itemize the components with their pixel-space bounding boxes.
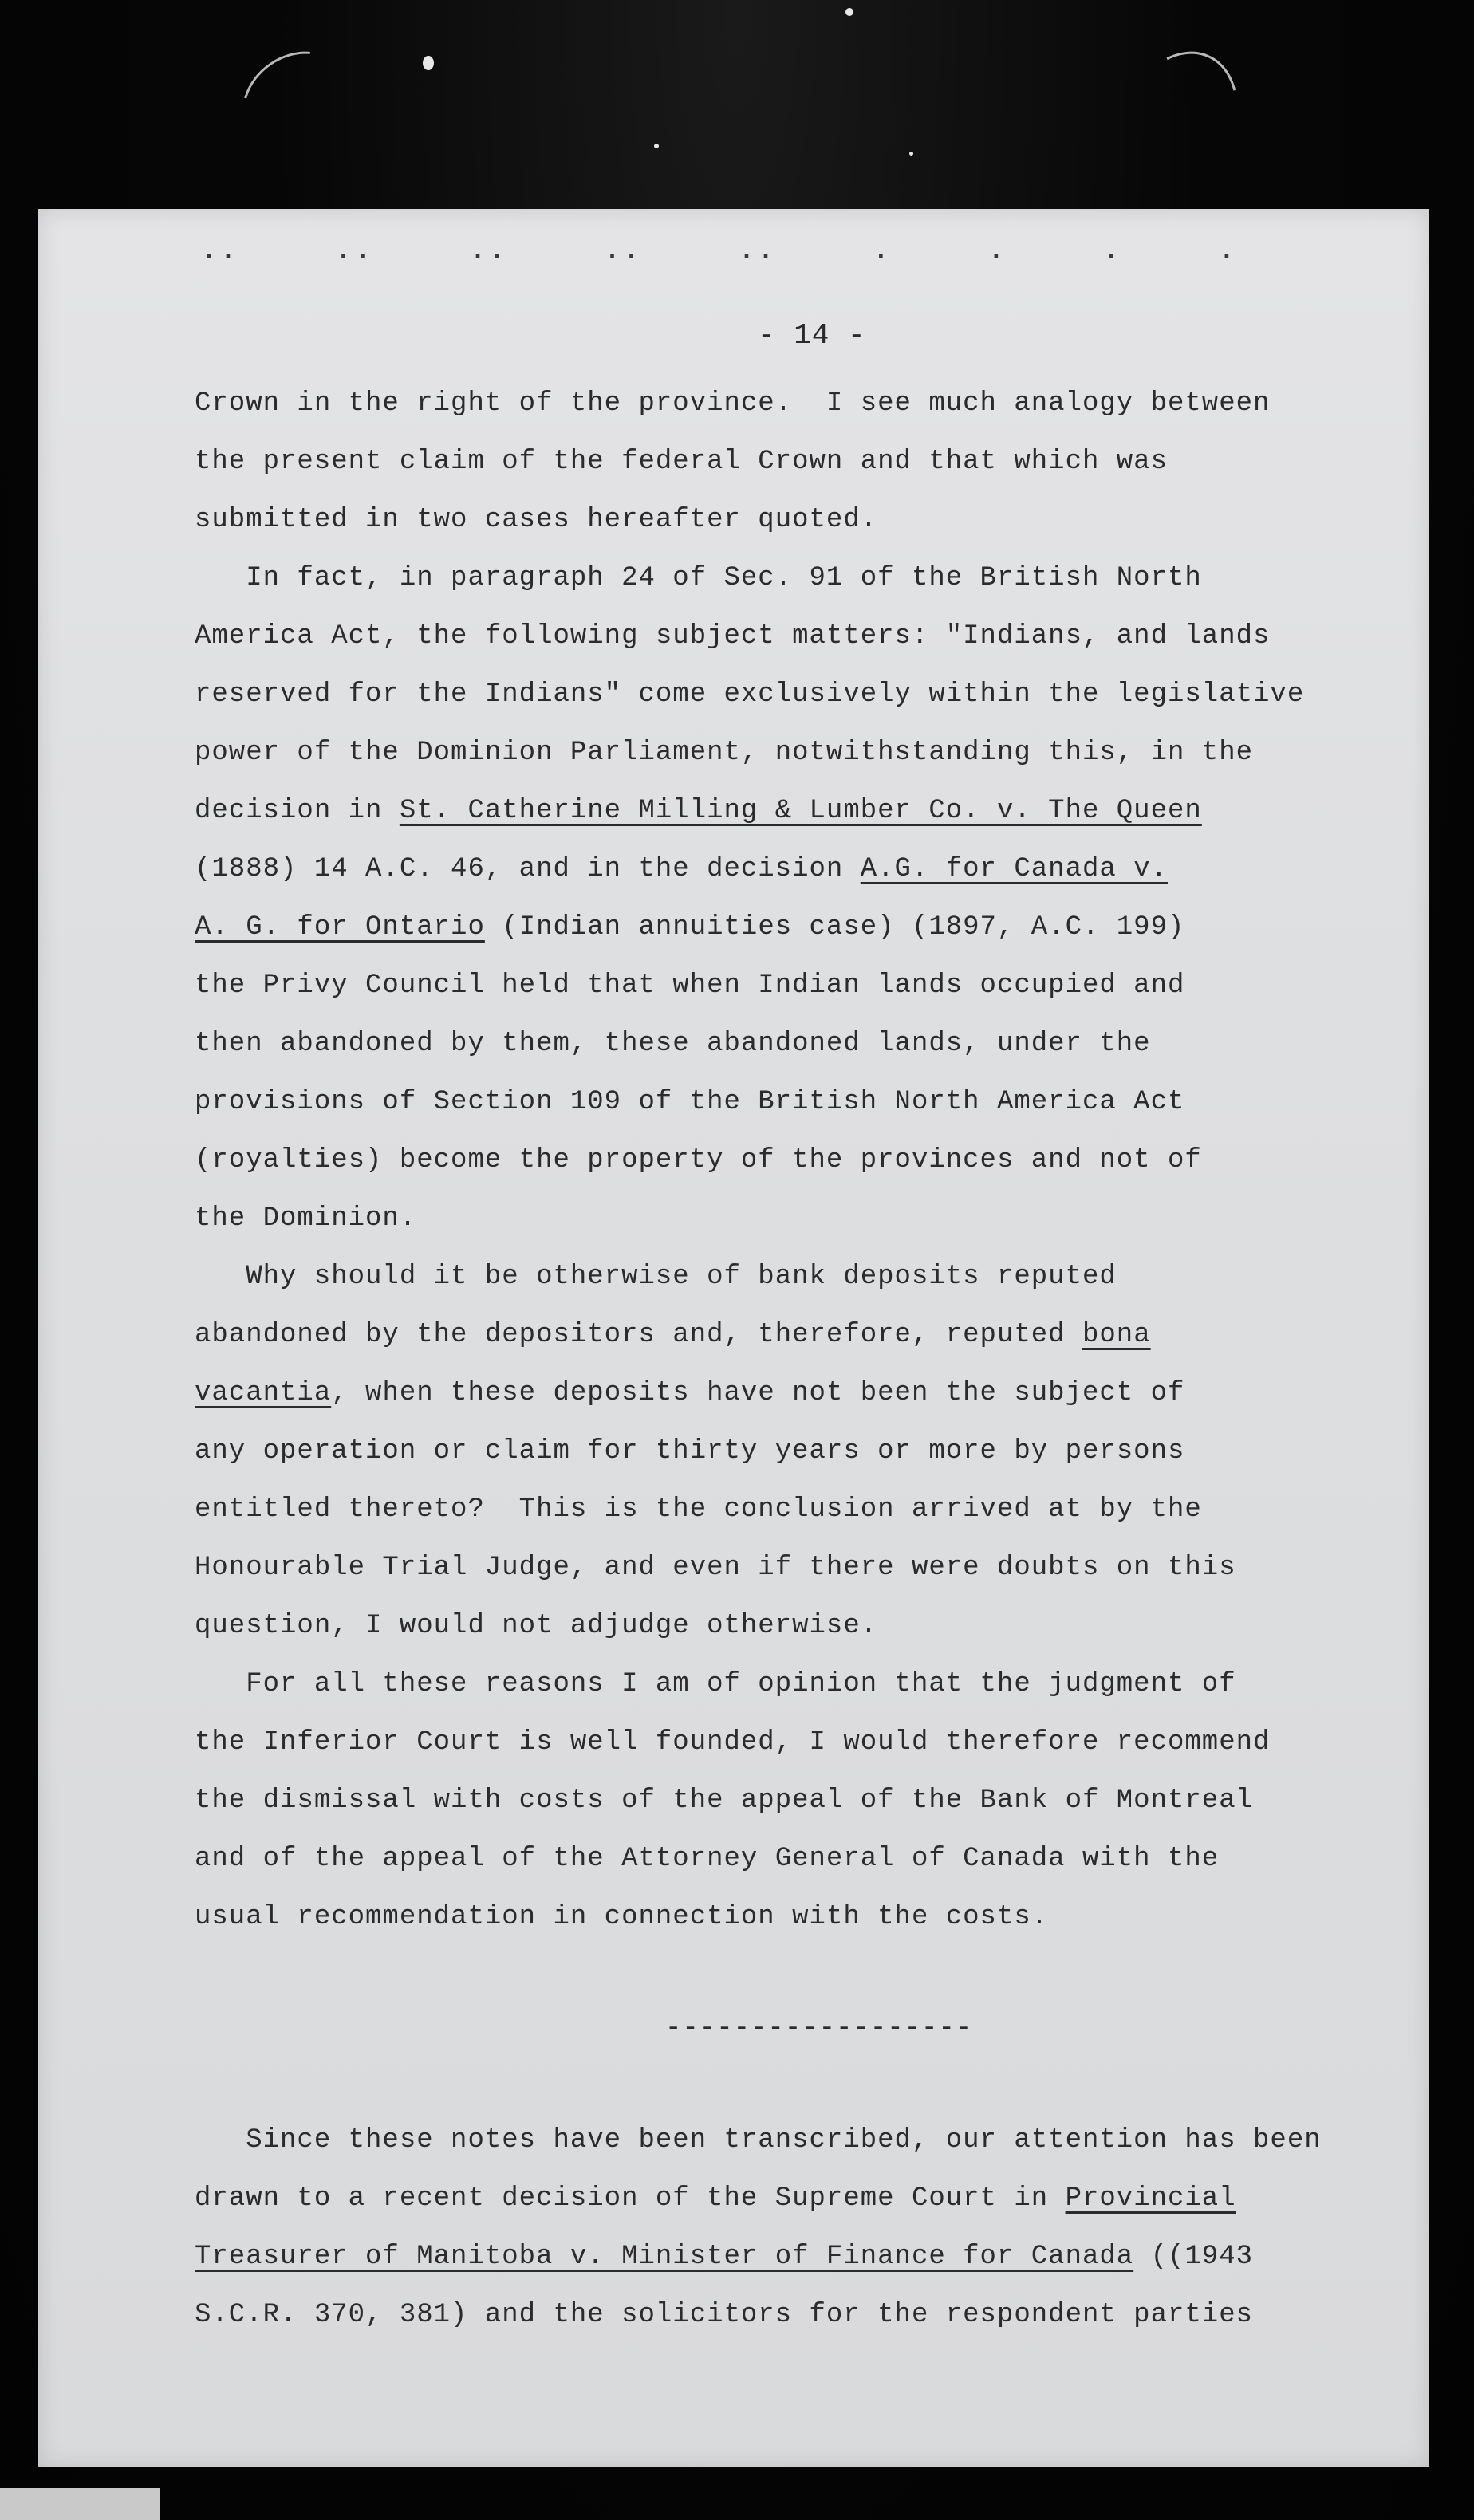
dust-speck	[845, 8, 853, 16]
text-line: submitted in two cases hereafter quoted.	[195, 505, 878, 535]
dot: ..	[199, 233, 238, 269]
case-citation: A. G. for Ontario	[195, 912, 485, 943]
text-line: (royalties) become the property of the provinces and not of	[195, 1145, 1202, 1175]
text-line: usual recommendation in connection with the costs.	[195, 1902, 1049, 1932]
text-line: entitled thereto? This is the conclusion arrived at by the	[195, 1494, 1202, 1525]
line-text: ((1943	[1133, 2242, 1254, 2272]
case-citation: Treasurer of Manitoba v. Minister of Finance for Canada	[195, 2242, 1134, 2272]
dot: .	[1216, 233, 1236, 269]
dot: .	[1102, 233, 1121, 269]
text-line: Why should it be otherwise of bank deposits reputed	[195, 1262, 1117, 1292]
line-text: , when these deposits have not been the subject of	[331, 1378, 1185, 1408]
header-dot-row	[199, 233, 1236, 269]
text-line: For all these reasons I am of opinion that the judgment of	[195, 1669, 1236, 1699]
page-number: - 14 -	[758, 319, 866, 352]
dust-speck	[654, 144, 659, 148]
text-line: Honourable Trial Judge, and even if there were doubts on this	[195, 1553, 1236, 1583]
text-line: and of the appeal of the Attorney General of Canada with the	[195, 1844, 1220, 1874]
dot: ..	[602, 233, 641, 269]
dot: ..	[333, 233, 372, 269]
text-line: question, I would not adjudge otherwise.	[195, 1611, 878, 1641]
dot: ..	[736, 233, 775, 269]
line-text: drawn to a recent decision of the Supreme Court in	[195, 2183, 1066, 2214]
line-text: abandoned by the depositors and, therefore, reputed	[195, 1320, 1082, 1350]
text-line	[195, 2170, 1407, 2228]
text-line: America Act, the following subject matters: "Indians, and lands	[195, 621, 1271, 652]
case-citation: St. Catherine Milling & Lumber Co. v. The Queen	[399, 796, 1202, 826]
line-text: (Indian annuities case) (1897, A.C. 199)	[484, 912, 1185, 943]
dot: .	[986, 233, 1006, 269]
text-line: power of the Dominion Parliament, notwithstanding this, in the	[195, 738, 1254, 768]
case-citation: Provincial	[1065, 2183, 1236, 2214]
section-gap	[195, 2058, 1407, 2112]
line-text: decision in	[195, 796, 400, 826]
case-citation: A.G. for Canada v.	[860, 854, 1168, 884]
dot: ..	[467, 233, 506, 269]
text-line: Since these notes have been transcribed, our attention has been	[195, 2125, 1322, 2156]
document-body	[195, 375, 1407, 2345]
text-line: the Inferior Court is well founded, I would therefore recommend	[195, 1727, 1271, 1758]
dust-speck	[909, 152, 913, 156]
section-gap	[195, 1947, 1407, 2000]
text-line	[195, 1364, 1407, 1423]
text-line: the Dominion.	[195, 1203, 417, 1234]
latin-term: bona	[1082, 1320, 1151, 1350]
dust-speck	[423, 56, 434, 70]
text-line: reserved for the Indians" come exclusively within the legislative	[195, 679, 1305, 710]
section-separator: ------------------	[665, 2014, 973, 2044]
text-line	[195, 2228, 1407, 2286]
text-line: provisions of Section 109 of the British North America Act	[195, 1087, 1185, 1117]
text-line: then abandoned by them, these abandoned lands, under the	[195, 1029, 1151, 1059]
dot: .	[871, 233, 891, 269]
text-line	[195, 841, 1407, 899]
text-line	[195, 899, 1407, 957]
text-line: the Privy Council held that when Indian lands occupied and	[195, 971, 1185, 1001]
latin-term: vacantia	[195, 1378, 332, 1408]
text-line: the present claim of the federal Crown and that which was	[195, 447, 1168, 477]
text-line: any operation or claim for thirty years or more by persons	[195, 1436, 1185, 1467]
text-line: the dismissal with costs of the appeal of the Bank of Montreal	[195, 1786, 1254, 1816]
text-line: Crown in the right of the province. I see much analogy between	[195, 388, 1271, 419]
text-line	[195, 1306, 1407, 1364]
film-edge-tab	[0, 2488, 160, 2520]
text-line	[195, 782, 1407, 841]
text-line: In fact, in paragraph 24 of Sec. 91 of the British North	[195, 563, 1202, 593]
text-line: S.C.R. 370, 381) and the solicitors for the respondent parties	[195, 2300, 1254, 2330]
line-text: (1888) 14 A.C. 46, and in the decision	[195, 854, 861, 884]
